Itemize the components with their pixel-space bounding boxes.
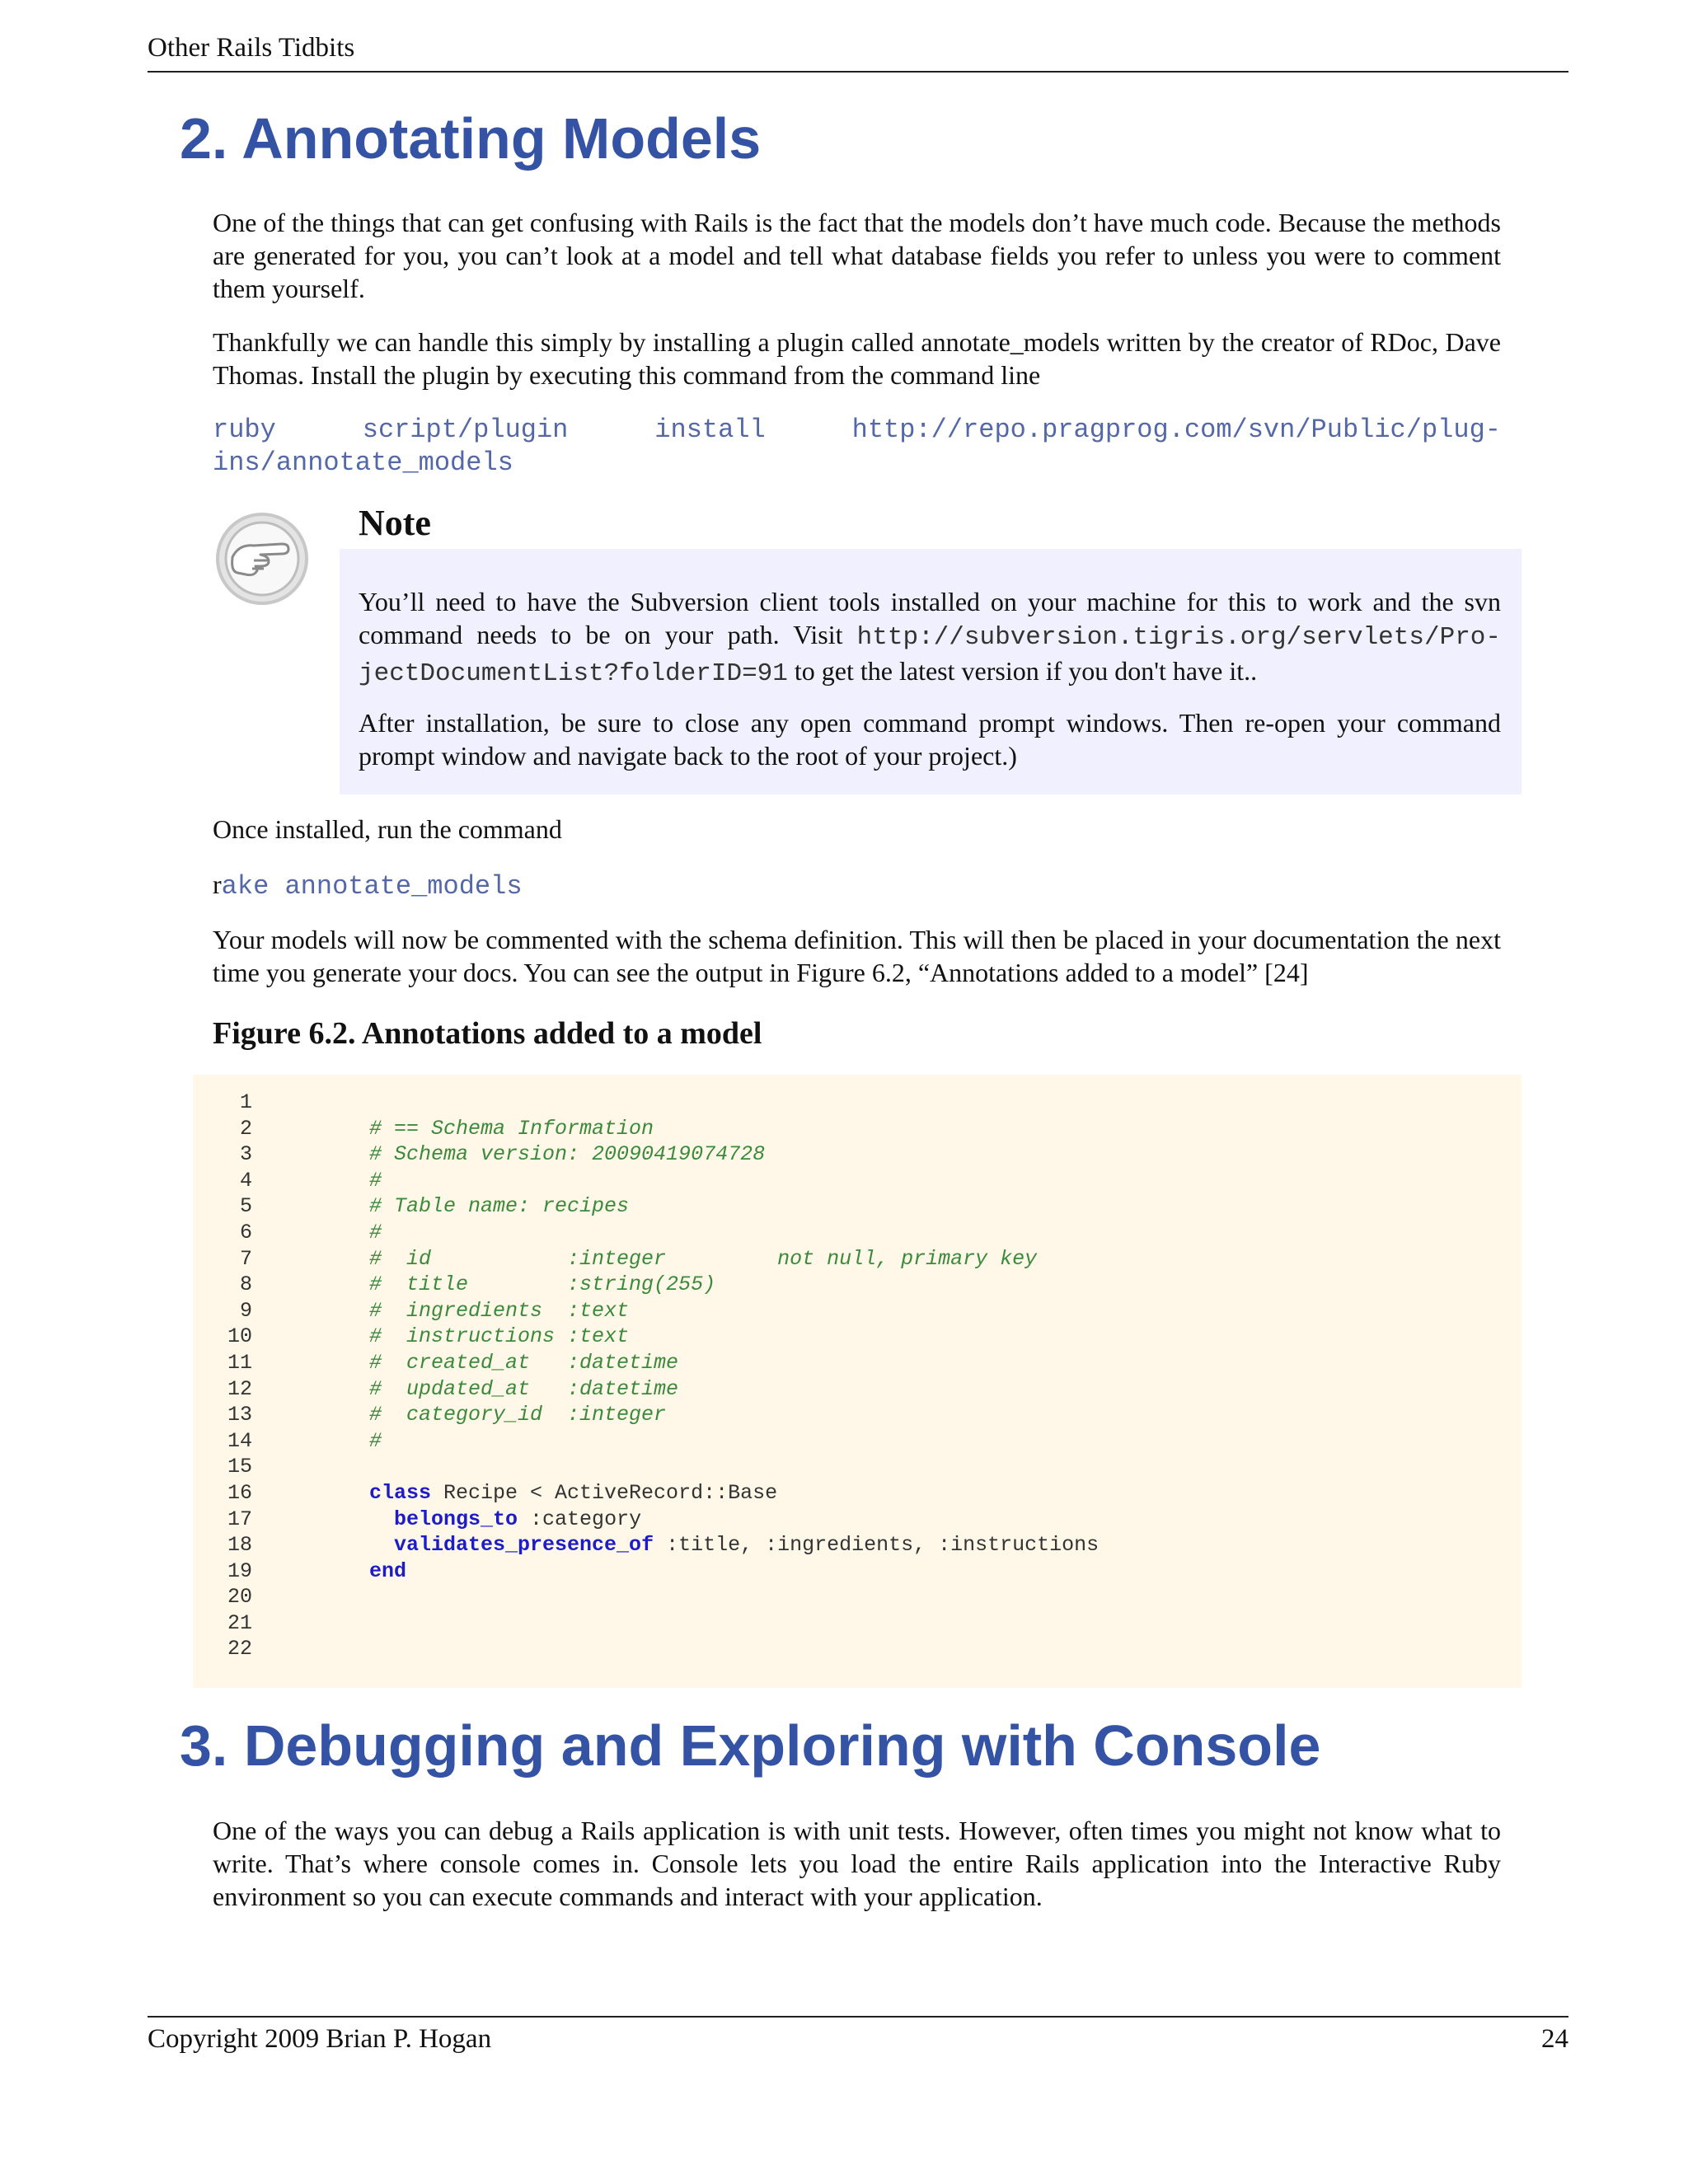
paragraph-models-commented: Your models will now be commented with the schema definition. This will then be placed in your documentation the next time you generate your docs. You can see the output in Figure 6.2, “Annotations added to a model” [24] (213, 925, 1501, 987)
code-line (193, 1272, 1099, 1298)
line-code (369, 1220, 382, 1246)
code-comment: # created_at :datetime (369, 1350, 679, 1375)
code-line (193, 1350, 1099, 1376)
line-number: 4 (239, 1168, 252, 1193)
code-text: Recipe < ActiveRecord::Base (431, 1480, 778, 1505)
line-number: 19 (227, 1558, 252, 1583)
line-code (369, 1402, 666, 1428)
code-keyword: belongs_to (394, 1507, 518, 1531)
note-paragraph-1 (359, 585, 1501, 691)
line-code (369, 1272, 715, 1298)
line-code (369, 1480, 777, 1507)
code-keyword: end (369, 1558, 407, 1583)
pointing-hand-icon (213, 509, 312, 608)
line-code (369, 1350, 678, 1376)
note-paragraph-2: After installation, be sure to close any open command prompt windows. Then re-open your command prompt window and navigate back to the root of your project.) (359, 708, 1501, 771)
code-keyword: class (369, 1480, 432, 1505)
paragraph-intro: One of the things that can get confusing with Rails is the fact that the models don’t have much code. Because the methods are generated for you, you can’t look at a model and tell what database fields you refer to unless you were to comment them yourself. (213, 208, 1501, 303)
code-text: :category (518, 1507, 642, 1531)
line-code (369, 1298, 629, 1324)
note-text-1a: You’ll need to have the Subversion client tools installed on your machine for this to work and the svn command needs to be on your path. Visit (359, 587, 1501, 649)
line-code (369, 1376, 678, 1403)
note-heading: Note (359, 503, 431, 543)
code-comment: # updated_at :datetime (369, 1376, 679, 1401)
code-line (193, 1116, 1099, 1142)
line-number: 5 (239, 1194, 252, 1219)
install-command-word-3: install (654, 415, 766, 445)
code-comment: # id :integer not null, primary key (369, 1246, 1038, 1271)
running-header (148, 30, 1568, 73)
note-url-part-2: jectDocumentList?folderID=91 (359, 659, 788, 688)
code-line (193, 1610, 1099, 1637)
code-comment: # Table name: recipes (369, 1194, 630, 1219)
line-code (369, 1428, 382, 1455)
line-number: 2 (239, 1116, 252, 1141)
section-title-debugging-console: 3. Debugging and Exploring with Console (180, 1713, 1321, 1778)
note-url-part-1: http://subversion.tigris.org/servlets/Pro- (856, 623, 1501, 652)
install-command-word-4: http://repo.pragprog.com/svn/Public/plug- (851, 415, 1501, 445)
code-line (193, 1220, 1099, 1246)
line-number: 1 (239, 1090, 252, 1114)
code-line (193, 1246, 1099, 1272)
line-number: 6 (239, 1220, 252, 1244)
line-number: 18 (227, 1533, 252, 1558)
run-command-first-char: r (213, 869, 222, 899)
code-line (193, 1168, 1099, 1194)
figure-caption: Figure 6.2. Annotations added to a model (213, 1016, 762, 1051)
footer-copyright: Copyright 2009 Brian P. Hogan (148, 2024, 492, 2054)
code-line (193, 1532, 1099, 1558)
line-code (369, 1168, 382, 1194)
line-number: 16 (227, 1480, 252, 1505)
line-code (369, 1532, 1099, 1558)
running-header-title: Other Rails Tidbits (148, 33, 355, 63)
line-number: 11 (227, 1350, 252, 1375)
line-code (369, 1116, 654, 1142)
line-number: 13 (227, 1403, 252, 1427)
code-keyword: validates_presence_of (394, 1533, 654, 1558)
running-footer (148, 2016, 1568, 2057)
line-number: 21 (227, 1610, 252, 1635)
line-number: 10 (227, 1324, 252, 1349)
code-comment: # ingredients :text (369, 1298, 630, 1323)
code-comment: # == Schema Information (369, 1116, 654, 1141)
code-line (193, 1402, 1099, 1428)
install-command (213, 414, 1501, 480)
line-code (369, 1193, 629, 1220)
line-number: 17 (227, 1507, 252, 1531)
line-number: 8 (239, 1272, 252, 1297)
code-text: :title, :ingredients, :instructions (654, 1533, 1100, 1558)
code-line (193, 1193, 1099, 1220)
line-number: 12 (227, 1376, 252, 1401)
code-line (193, 1558, 1099, 1585)
code-comment: # category_id :integer (369, 1403, 667, 1427)
code-line (193, 1480, 1099, 1507)
line-code (369, 1558, 406, 1585)
code-listing-box (193, 1075, 1522, 1688)
code-line (193, 1507, 1099, 1533)
section-title-annotating-models: 2. Annotating Models (180, 106, 762, 171)
code-line (193, 1141, 1099, 1168)
line-number: 20 (227, 1585, 252, 1610)
line-code (369, 1141, 765, 1168)
line-number: 14 (227, 1428, 252, 1453)
line-number: 9 (239, 1298, 252, 1323)
code-comment: # title :string(255) (369, 1272, 716, 1297)
line-number: 7 (239, 1246, 252, 1271)
code-comment: # (369, 1168, 382, 1193)
code-line (193, 1298, 1099, 1324)
note-text-1b: to get the latest version if you don't have it.. (787, 656, 1258, 686)
code-comment: # instructions :text (369, 1324, 630, 1349)
line-code (369, 1246, 1037, 1272)
footer-page-number: 24 (1541, 2024, 1568, 2054)
code-comment: # (369, 1428, 382, 1453)
code-line (193, 1428, 1099, 1455)
line-number: 22 (227, 1637, 252, 1661)
run-command-rest: ake annotate_models (221, 871, 523, 902)
code-comment: # Schema version: 20090419074728 (369, 1142, 766, 1167)
code-listing (193, 1090, 1099, 1662)
code-line (193, 1636, 1099, 1662)
code-line (193, 1584, 1099, 1610)
paragraph-console: One of the ways you can debug a Rails application is with unit tests. However, often times you might not know what to write. That’s where console comes in. Console lets you load the entire Rails application into the Interactive Ruby environment so you can execute commands and interact with your application. (213, 1816, 1501, 1911)
code-text (369, 1533, 394, 1557)
line-number: 3 (239, 1142, 252, 1167)
install-command-word-1: ruby (213, 415, 276, 445)
code-comment: # (369, 1220, 382, 1244)
run-command (213, 868, 1501, 903)
line-code (369, 1507, 641, 1533)
code-text (369, 1507, 394, 1531)
code-line (193, 1090, 1099, 1116)
line-number: 15 (227, 1455, 252, 1479)
paragraph-once-installed: Once installed, run the command (213, 814, 562, 844)
line-code (369, 1324, 629, 1350)
install-command-word-2: script/plugin (362, 415, 569, 445)
paragraph-plugin: Thankfully we can handle this simply by installing a plugin called annotate_models written by the creator of RDoc, Dave Thomas. Install the plugin by executing this command from the command line (213, 327, 1501, 390)
code-line (193, 1454, 1099, 1480)
install-command-line-2: ins/annotate_models (213, 448, 513, 478)
code-line (193, 1376, 1099, 1403)
code-line (193, 1324, 1099, 1350)
